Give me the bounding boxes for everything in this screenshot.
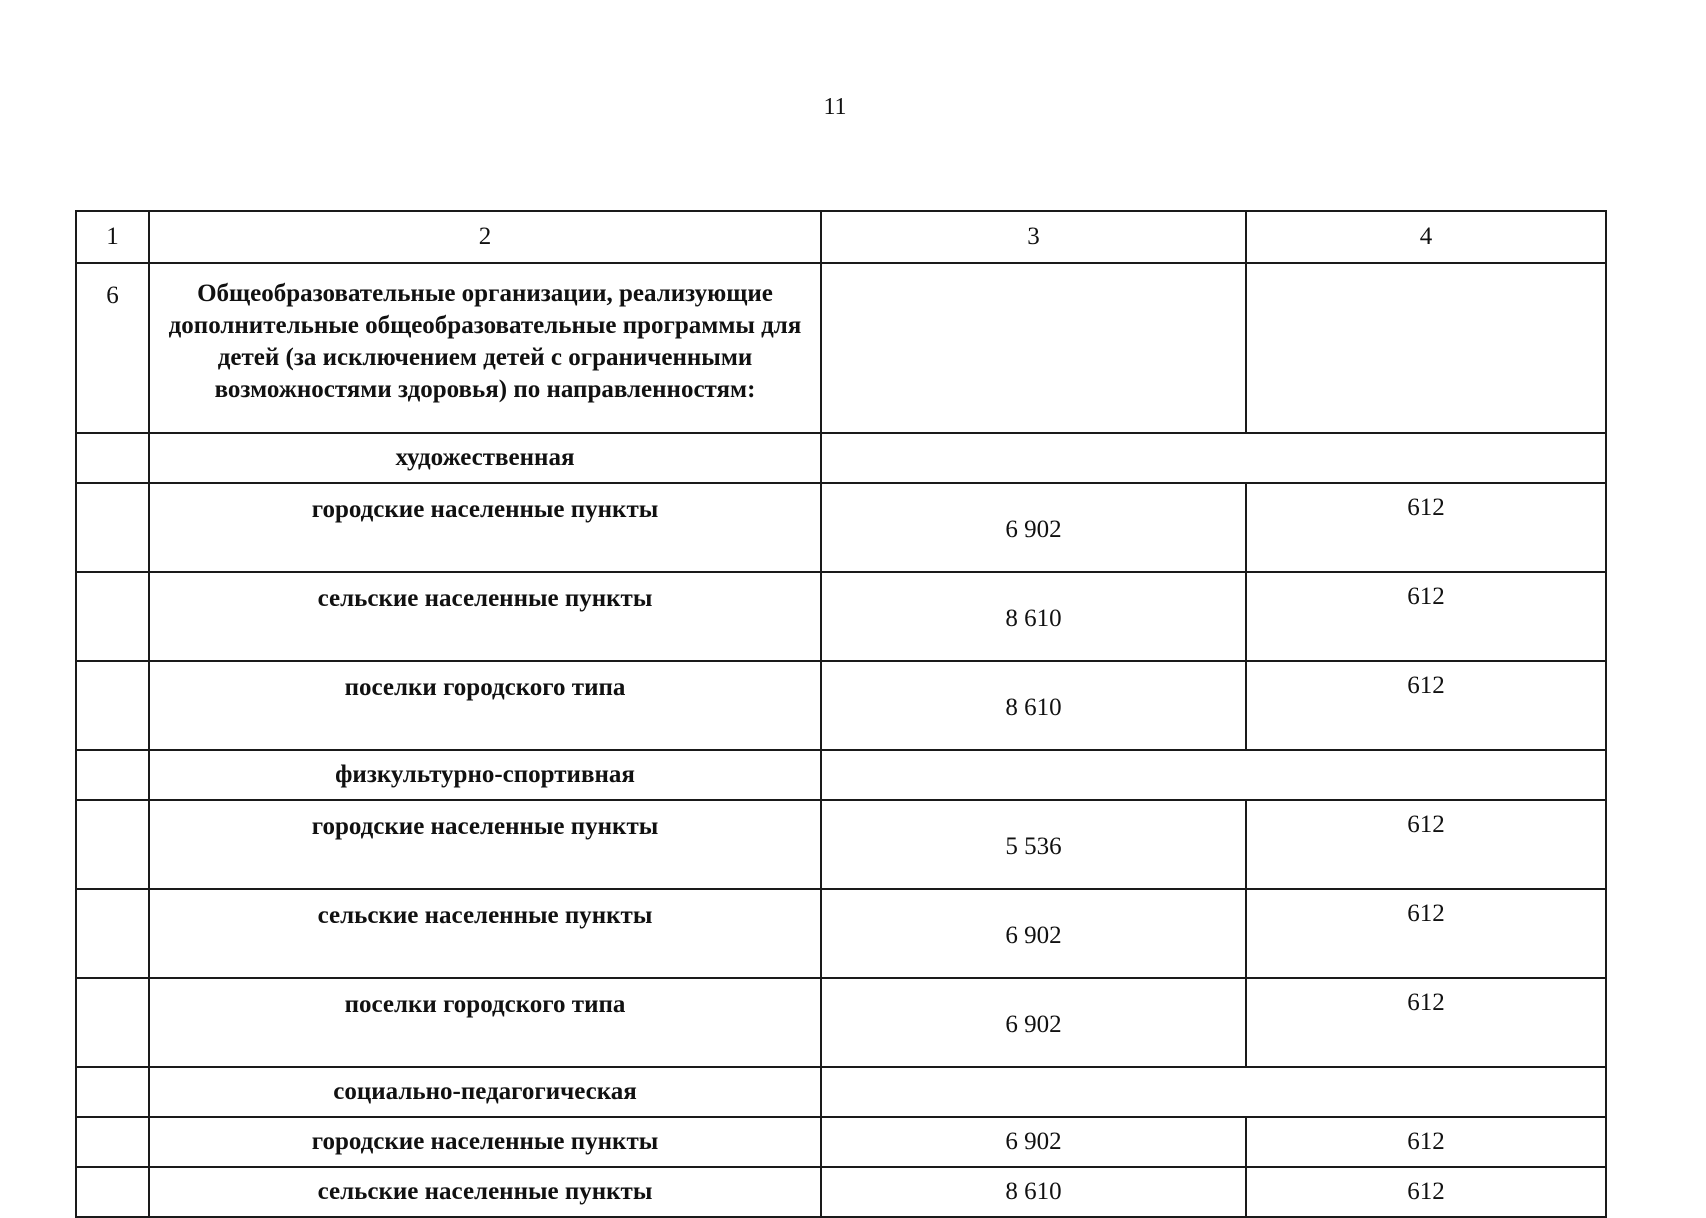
value-col3: 6 902 bbox=[821, 978, 1246, 1067]
table-row bbox=[76, 661, 1606, 750]
value-col3: 6 902 bbox=[821, 1117, 1246, 1167]
value-col4: 612 bbox=[1246, 483, 1606, 572]
value-col4: 612 bbox=[1246, 800, 1606, 889]
empty-cell bbox=[821, 1067, 1606, 1117]
value-col3: 8 610 bbox=[821, 1167, 1246, 1217]
value-col4: 612 bbox=[1246, 661, 1606, 750]
empty-cell bbox=[76, 433, 149, 483]
value-col3: 6 902 bbox=[821, 483, 1246, 572]
value-col3: 6 902 bbox=[821, 889, 1246, 978]
empty-cell bbox=[76, 1167, 149, 1217]
empty-cell bbox=[76, 572, 149, 661]
row-label: сельские населенные пункты bbox=[149, 572, 821, 661]
section-row bbox=[76, 433, 1606, 483]
table-row bbox=[76, 800, 1606, 889]
value-col4: 612 bbox=[1246, 978, 1606, 1067]
value-col3: 8 610 bbox=[821, 572, 1246, 661]
table-header-row bbox=[76, 211, 1606, 263]
empty-cell bbox=[76, 978, 149, 1067]
page-number: 11 bbox=[823, 94, 847, 120]
empty-cell bbox=[76, 750, 149, 800]
table-row bbox=[76, 978, 1606, 1067]
empty-cell bbox=[76, 889, 149, 978]
header-cell-2: 2 bbox=[149, 211, 821, 263]
empty-cell bbox=[76, 483, 149, 572]
value-col4: 612 bbox=[1246, 1117, 1606, 1167]
table-row bbox=[76, 1117, 1606, 1167]
empty-cell bbox=[821, 263, 1246, 433]
empty-cell bbox=[1246, 263, 1606, 433]
row-label: поселки городского типа bbox=[149, 978, 821, 1067]
table-row bbox=[76, 889, 1606, 978]
row-label: сельские населенные пункты bbox=[149, 1167, 821, 1217]
table-row bbox=[76, 1167, 1606, 1217]
section-row bbox=[76, 750, 1606, 800]
value-col4: 612 bbox=[1246, 1167, 1606, 1217]
table-row bbox=[76, 572, 1606, 661]
section-row bbox=[76, 1067, 1606, 1117]
section-title: художественная bbox=[149, 433, 821, 483]
row-number: 6 bbox=[76, 263, 149, 433]
empty-cell bbox=[821, 750, 1606, 800]
row-label: городские населенные пункты bbox=[149, 483, 821, 572]
empty-cell bbox=[76, 800, 149, 889]
value-col4: 612 bbox=[1246, 572, 1606, 661]
table-row-intro bbox=[76, 263, 1606, 433]
empty-cell bbox=[76, 661, 149, 750]
header-cell-3: 3 bbox=[821, 211, 1246, 263]
row-label: поселки городского типа bbox=[149, 661, 821, 750]
empty-cell bbox=[76, 1117, 149, 1167]
row-description: Общеобразовательные организации, реализующие дополнительные общеобразовательные программы для детей (за исключением детей с ограниченными возможностями здоровья) по направленностям: bbox=[149, 263, 821, 433]
table-row bbox=[76, 483, 1606, 572]
section-title: социально-педагогическая bbox=[149, 1067, 821, 1117]
section-title: физкультурно-спортивная bbox=[149, 750, 821, 800]
header-cell-1: 1 bbox=[76, 211, 149, 263]
rates-table bbox=[75, 210, 1607, 1218]
row-label: городские населенные пункты bbox=[149, 800, 821, 889]
empty-cell bbox=[76, 1067, 149, 1117]
empty-cell bbox=[821, 433, 1606, 483]
value-col4: 612 bbox=[1246, 889, 1606, 978]
value-col3: 8 610 bbox=[821, 661, 1246, 750]
row-label: сельские населенные пункты bbox=[149, 889, 821, 978]
row-label: городские населенные пункты bbox=[149, 1117, 821, 1167]
value-col3: 5 536 bbox=[821, 800, 1246, 889]
header-cell-4: 4 bbox=[1246, 211, 1606, 263]
